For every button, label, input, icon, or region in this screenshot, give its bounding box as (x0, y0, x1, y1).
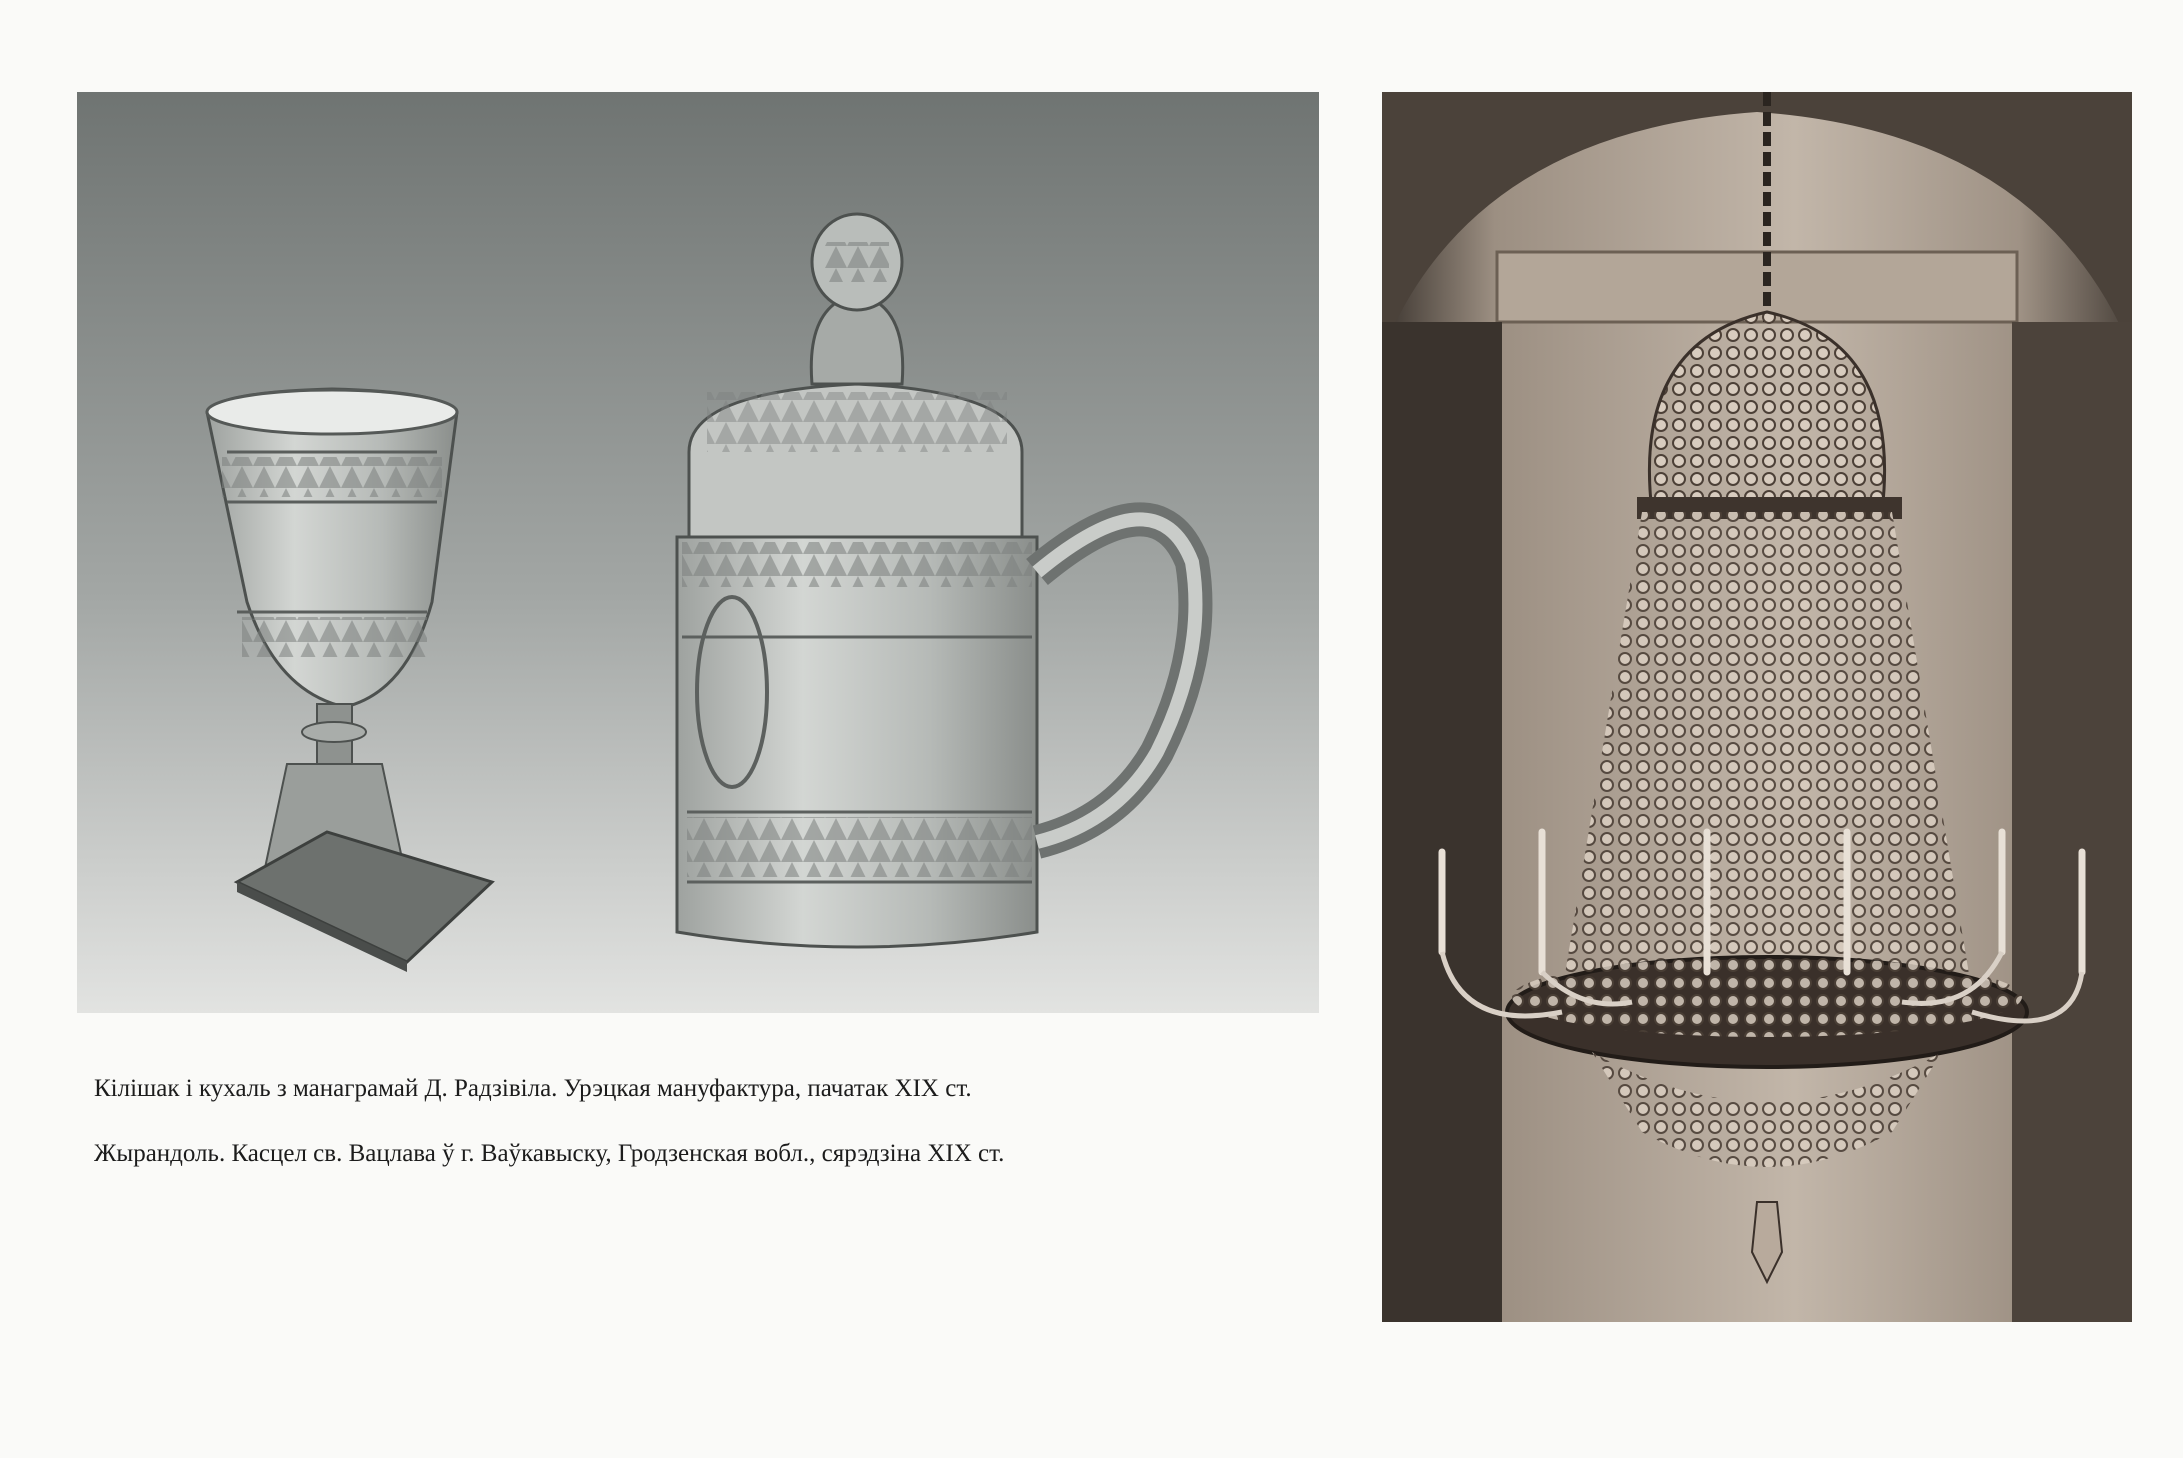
caption-chandelier: Жырандоль. Касцел св. Вацлава ў г. Ваўкавыску, Гродзенская вобл., сярэдзіна XIX ст. (94, 1140, 1005, 1167)
glassware-photo (77, 92, 1319, 1013)
glassware-illustration (77, 92, 1319, 1013)
chandelier-photo (1382, 92, 2132, 1322)
caption-glassware: Кілішак і кухаль з манаграмай Д. Радзівіла. Урэцкая мануфактура, пачатак XIX ст. (94, 1075, 972, 1102)
chandelier-illustration (1382, 92, 2132, 1322)
